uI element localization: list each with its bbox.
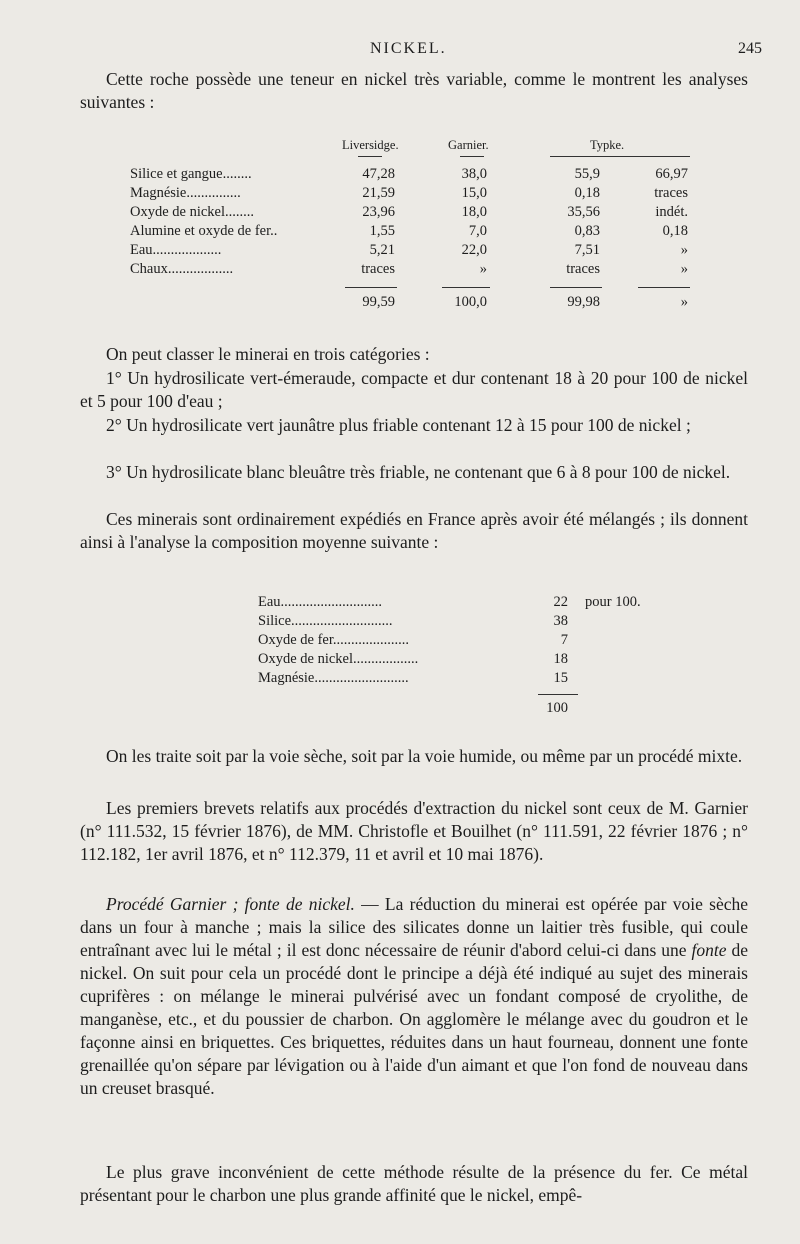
sum-rule [638, 287, 690, 288]
category-item: 2° Un hydrosilicate vert jaunâtre plus friable contenant 12 à 15 pour 100 de nickel ; [106, 415, 691, 435]
table-row: Silice et gangue........ 47,28 38,0 55,9 66,97 [130, 166, 688, 182]
last-paragraph: Le plus grave inconvénient de cette méthode résulte de la présence du fer. Ce métal présentant pour le charbon une plus grande affinité que le nickel, empê- [80, 1162, 748, 1205]
column-dash [460, 156, 484, 157]
running-title: NICKEL. [370, 40, 447, 57]
fonte-word: fonte [691, 940, 727, 960]
table-row: Oxyde de nickel........ 23,96 18,0 35,56 indét. [130, 204, 688, 220]
table-row: Oxyde de nickel.................. 18 [258, 651, 568, 667]
table-row: Magnésie............... 21,59 15,0 0,18 traces [130, 185, 688, 201]
composition-intro: Ces minerais sont ordinairement expédiés en France après avoir été mélangés ; ils donnent ainsi à l'analyse la composition moyenne suivante : [80, 509, 748, 552]
table-row: Chaux.................. traces » traces » [130, 261, 688, 277]
table-row: Eau............................ 22 pour 100. [258, 594, 641, 610]
running-header [0, 40, 800, 64]
category-item: 1° Un hydrosilicate vert-émeraude, compacte et dur contenant 18 à 20 pour 100 de nickel et 5 pour 100 d'eau ; [80, 368, 748, 411]
table-row: Oxyde de fer..................... 7 [258, 632, 568, 648]
column-dash [358, 156, 382, 157]
garnier-text-a: — La réduction du minerai est opérée par voie sèche dans un four à manche ; mais la silice des silicates donne un laitier très fusible, qui coule entraînant avec lui le métal ; il est donc nécessaire de réunir d'abord celui-ci dans une [80, 894, 748, 960]
table-row: Magnésie.......................... 15 [258, 670, 568, 686]
garnier-heading: Procédé Garnier ; fonte de nickel. [106, 894, 355, 914]
table-total-row: 99,59 100,0 99,98 » [362, 294, 688, 310]
column-header-typke: Typke. [590, 138, 625, 152]
treatment-paragraph: On les traite soit par la voie sèche, soit par la voie humide, ou même par un procédé mixte. [106, 746, 743, 766]
sum-rule [538, 694, 578, 695]
patents-paragraph: Les premiers brevets relatifs aux procédés d'extraction du nickel sont ceux de M. Garnier (n° 111.532, 15 février 1876), de MM. Christofle et Bouilhet (n° 111.591, 22 février 1876 ; n° 112.182, 1er avril 1876, et n° 112.379, 11 et avril et 10 mai 1876). [80, 798, 748, 864]
intro-paragraph: Cette roche possède une teneur en nickel très variable, comme le montrent les analyses suivantes : [80, 69, 748, 112]
category-item: 3° Un hydrosilicate blanc bleuâtre très friable, ne contenant que 6 à 8 pour 100 de nickel. [106, 462, 731, 482]
table-row: Silice............................ 38 [258, 613, 568, 629]
categories-intro: On peut classer le minerai en trois catégories : [106, 344, 430, 364]
column-brace [550, 156, 690, 157]
table-total-row: 100 [546, 700, 568, 716]
garnier-paragraph [80, 893, 748, 1100]
column-header-garnier: Garnier. [448, 138, 489, 152]
table-row: Eau................... 5,21 22,0 7,51 » [130, 242, 688, 258]
sum-rule [345, 287, 397, 288]
sum-rule [550, 287, 602, 288]
sum-rule [442, 287, 490, 288]
table-row: Alumine et oxyde de fer.. 1,55 7,0 0,83 0,18 [130, 223, 688, 239]
column-header-liversidge: Liversidge. [342, 138, 399, 152]
garnier-text-b: de nickel. On suit pour cela un procédé dont le principe a déjà été indiqué au sujet des minerais cuprifères : on mélange le minerai pulvérisé avec un fondant composé de cryolithe, de manganèse, etc., et du poussier de charbon. On agglomère le mélange avec du goudron et le façonne ainsi en briquettes. Ces briquettes, réduites dans un haut fourneau, donnent une fonte grenaillée qu'on sépare par lévigation ou à l'aide d'un aimant et que l'on fond de nouveau dans un creuset brasqué. [80, 940, 748, 1098]
page-number: 245 [738, 40, 762, 57]
